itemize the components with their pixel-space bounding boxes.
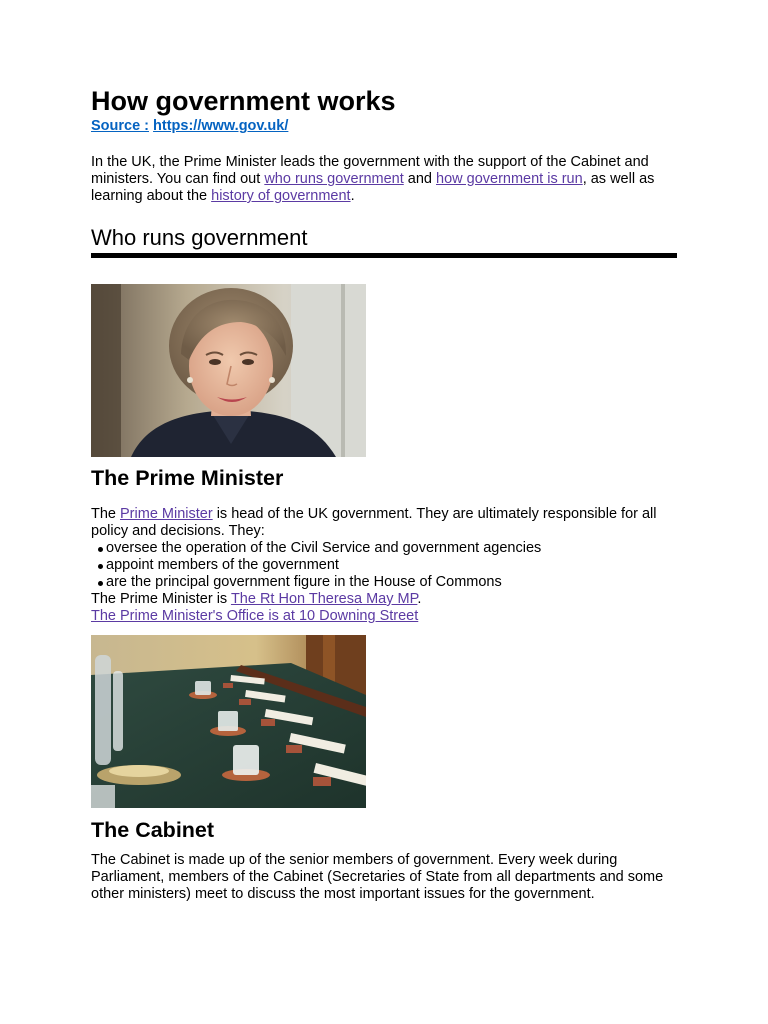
intro-text-2: and — [403, 171, 436, 187]
office-line — [91, 608, 677, 625]
document-page — [91, 86, 677, 903]
source-url-link[interactable]: https://www.gov.uk/ — [153, 118, 289, 134]
prime-minister-portrait-image — [91, 284, 366, 457]
section-divider — [91, 253, 677, 258]
prime-minister-photo — [91, 284, 366, 457]
current-pm-end: . — [417, 591, 422, 607]
pm-text-1: The — [91, 506, 121, 522]
history-of-government-link[interactable]: history of government — [211, 188, 351, 204]
who-runs-government-link[interactable]: who runs government — [264, 171, 404, 187]
page-title: How government works — [91, 86, 396, 116]
current-pm-text: The Prime Minister is — [91, 591, 231, 607]
intro-text-4: . — [350, 188, 355, 204]
theresa-may-link[interactable]: The Rt Hon Theresa May MP — [230, 591, 418, 607]
list-item: appoint members of the government — [106, 557, 677, 574]
intro-text-3: , as well as learning about the — [91, 171, 655, 204]
prime-minister-office-link[interactable]: The Prime Minister's Office is at 10 Downing Street — [91, 608, 419, 624]
cabinet-paragraph: The Cabinet is made up of the senior members of government. Every week during Parliament, members of the Cabinet (Secretaries of State from all departments and some other ministers) meet to discuss the most important issues for the government. — [91, 852, 664, 902]
list-item: oversee the operation of the Civil Service and government agencies — [106, 540, 677, 557]
prime-minister-heading: The Prime Minister — [91, 466, 284, 490]
intro-text-1: In the UK, the Prime Minister leads the government with the support of the Cabinet and ministers. You can find out — [91, 154, 649, 187]
intro-paragraph — [91, 154, 677, 205]
section-title: Who runs government — [91, 225, 308, 250]
prime-minister-link[interactable]: Prime Minister — [120, 506, 213, 522]
prime-minister-duties-list — [91, 540, 677, 591]
cabinet-heading: The Cabinet — [91, 818, 215, 842]
cabinet-table-image — [91, 635, 366, 808]
pm-text-2: is head of the UK government. They are ultimately responsible for all policy and decisions. They: — [91, 506, 657, 539]
source-line — [91, 118, 677, 135]
prime-minister-paragraph — [91, 506, 677, 540]
cabinet-photo — [91, 635, 366, 808]
list-item: are the principal government figure in the House of Commons — [106, 574, 677, 591]
how-government-is-run-link[interactable]: how government is run — [436, 171, 583, 187]
current-prime-minister-line — [91, 591, 677, 608]
source-label-link[interactable]: Source : — [91, 118, 150, 134]
